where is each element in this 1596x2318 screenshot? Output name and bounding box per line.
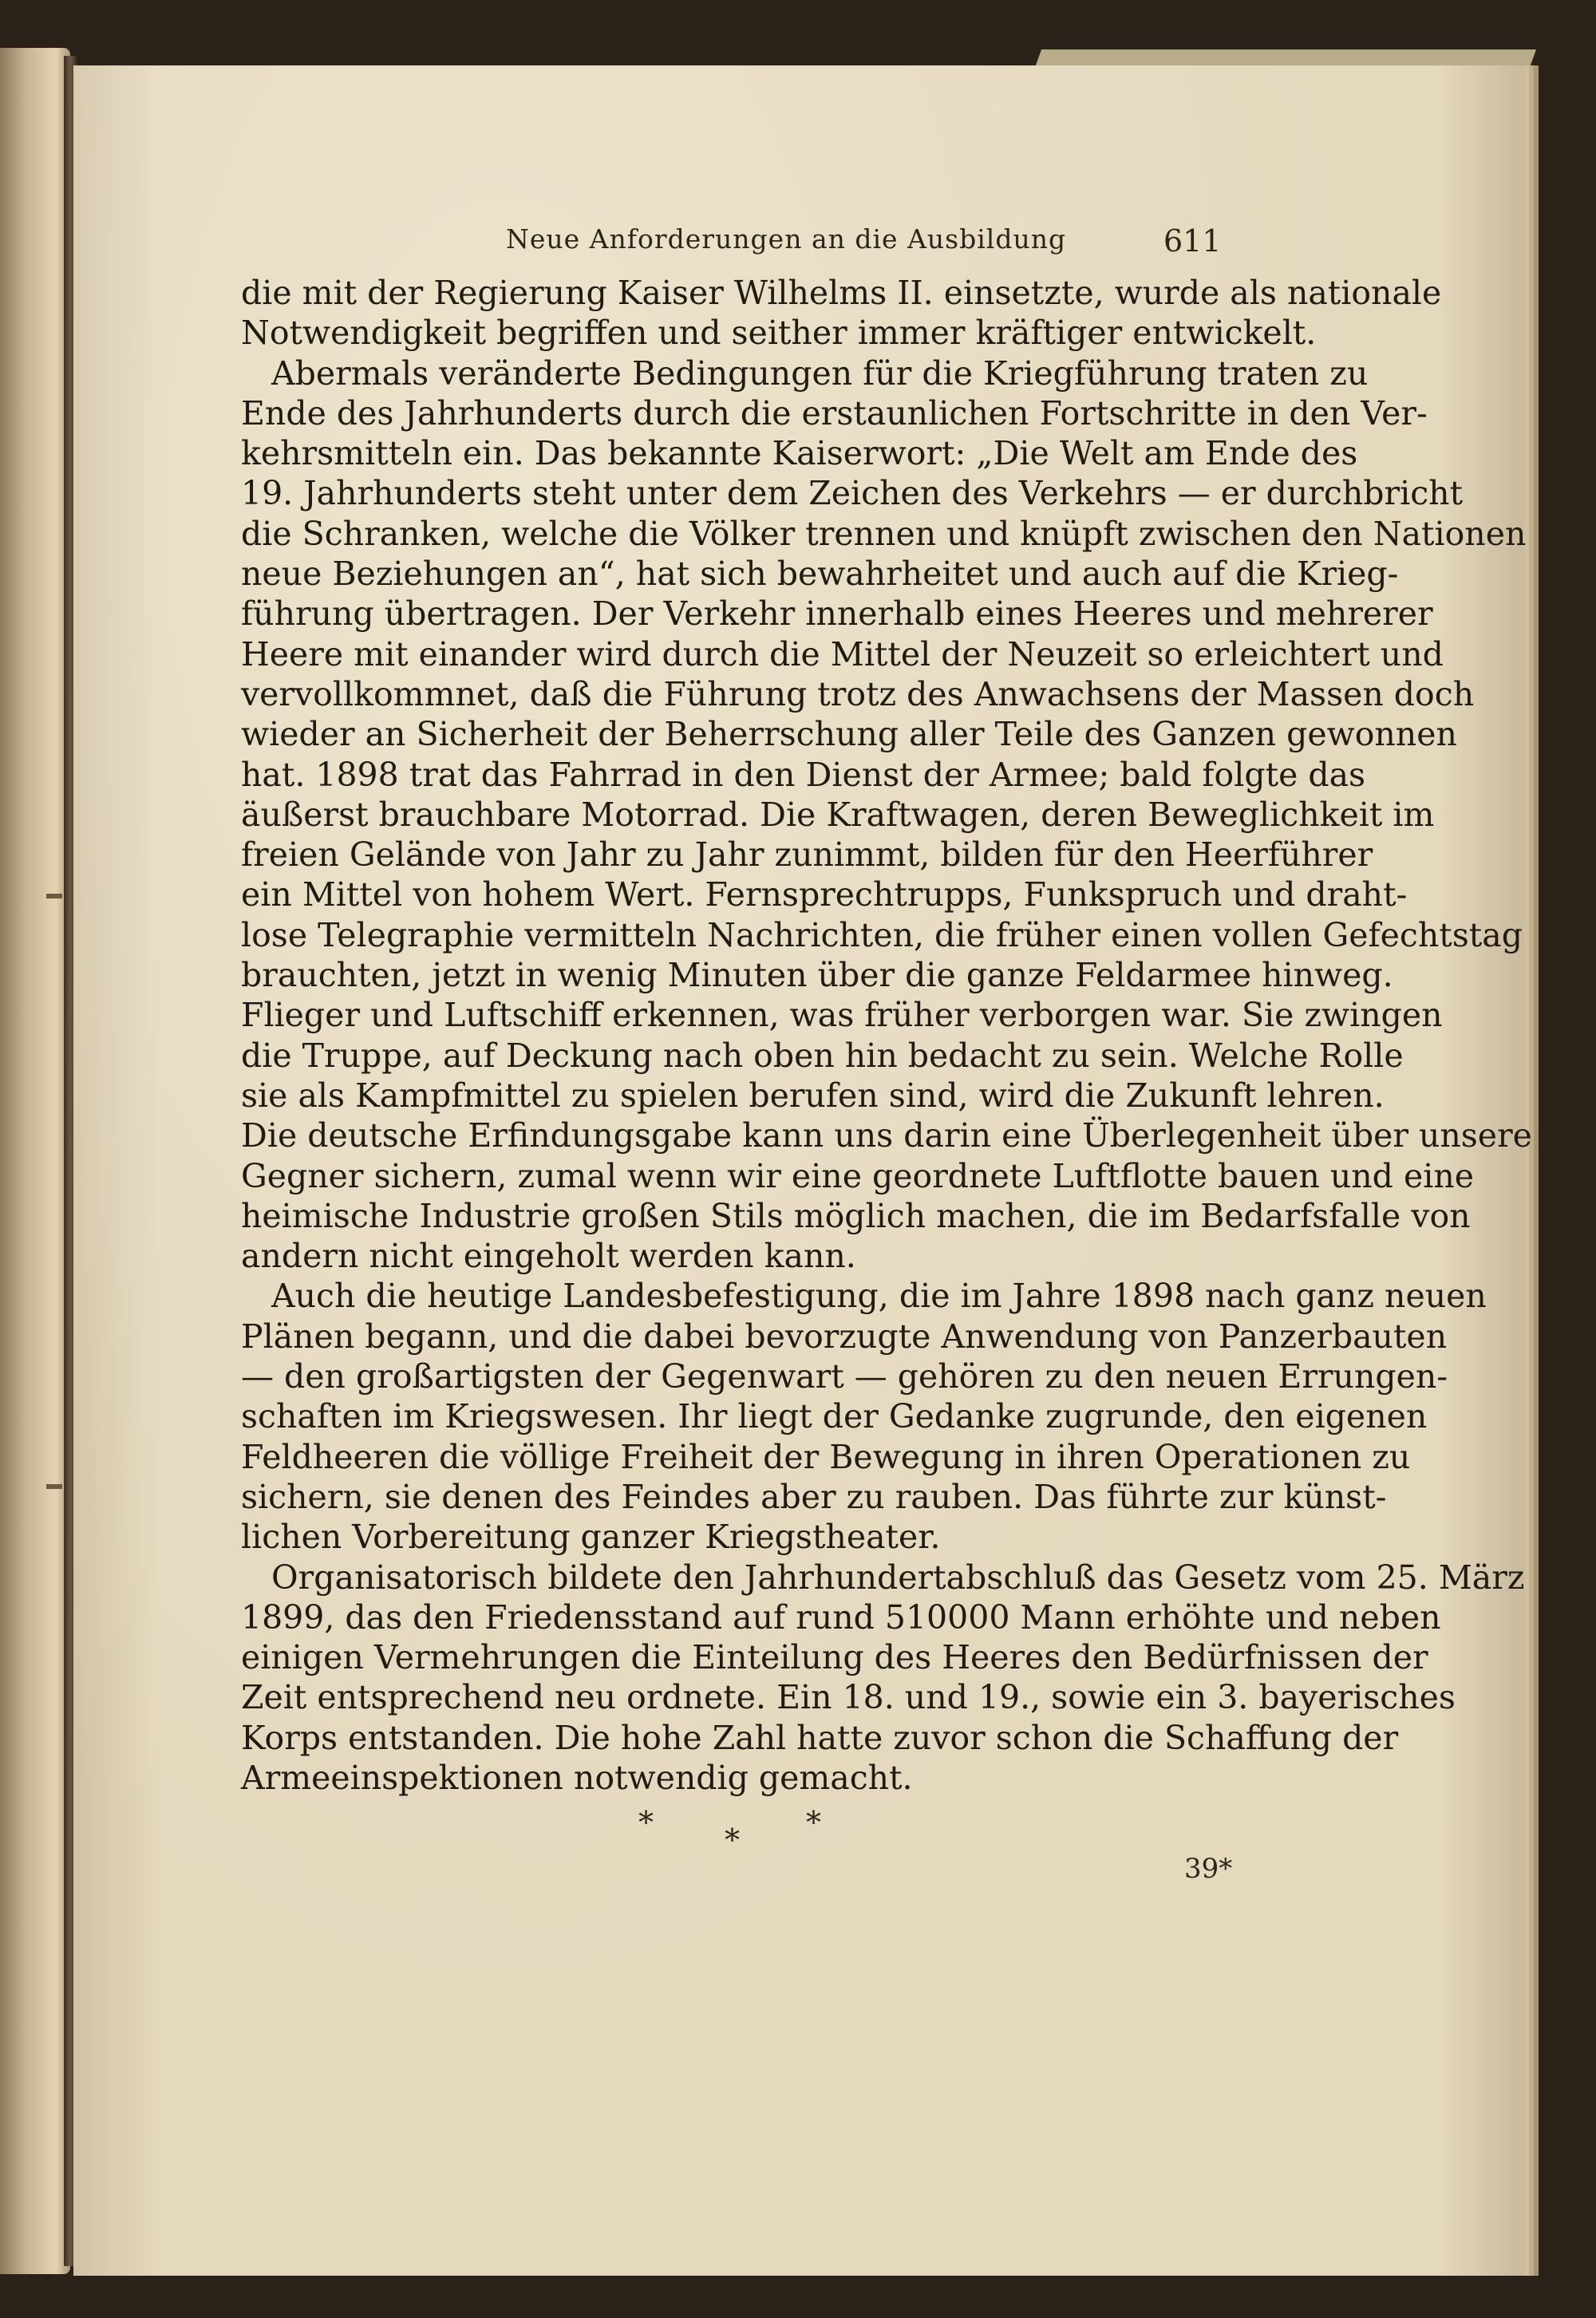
text-line: Heere mit einander wird durch die Mittel der Neuzeit so erleichtert und: [241, 634, 1444, 673]
text-line: Notwendigkeit begriffen und seither immer kräftiger entwickelt.: [241, 314, 1317, 353]
separator-star: *: [725, 1822, 740, 1858]
text-line: Feldheeren die völlige Freiheit der Bewegung in ihren Operationen zu: [241, 1437, 1411, 1476]
signature-mark: 39*: [1184, 1853, 1233, 1885]
separator-star: *: [638, 1805, 654, 1840]
text-line: vervollkommnet, daß die Führung trotz des Anwachsens der Massen doch: [241, 674, 1475, 713]
page-number: 611: [1163, 223, 1222, 259]
text-line: lose Telegraphie vermitteln Nachrichten, die früher einen vollen Gefechtstag: [241, 915, 1523, 954]
text-line: hat. 1898 trat das Fahrrad in den Dienst der Armee; bald folgte das: [241, 755, 1366, 794]
text-line: schaften im Kriegswesen. Ihr liegt der Gedanke zugrunde, den eigenen: [241, 1397, 1428, 1436]
text-line: die mit der Regierung Kaiser Wilhelms II. einsetzte, wurde als nationale: [241, 274, 1442, 312]
page-tick-mark: [46, 894, 62, 898]
text-line: Zeit entsprechend neu ordnete. Ein 18. und 19., sowie ein 3. bayerisches: [241, 1678, 1456, 1717]
text-line: äußerst brauchbare Motorrad. Die Kraftwagen, deren Beweglichkeit im: [241, 795, 1435, 834]
text-line: 19. Jahrhunderts steht unter dem Zeichen des Verkehrs — er durchbricht: [241, 474, 1464, 513]
text-line: die Truppe, auf Deckung nach oben hin bedacht zu sein. Welche Rolle: [241, 1036, 1404, 1075]
text-line: wieder an Sicherheit der Beherrschung aller Teile des Ganzen gewonnen: [241, 715, 1457, 754]
text-line: Gegner sichern, zumal wenn wir eine geordnete Luftflotte bauen und eine: [241, 1156, 1474, 1195]
text-line: andern nicht eingeholt werden kann.: [241, 1237, 856, 1276]
section-separator: [0, 1805, 1596, 1858]
text-line: freien Gelände von Jahr zu Jahr zunimmt, bilden für den Heerführer: [241, 835, 1373, 875]
text-line: Auch die heutige Landesbefestigung, die im Jahre 1898 nach ganz neuen: [271, 1277, 1487, 1316]
text-line: kehrsmitteln ein. Das bekannte Kaiserwort: „Die Welt am Ende des: [241, 434, 1358, 473]
text-line: einigen Vermehrungen die Einteilung des Heeres den Bedürfnissen der: [241, 1638, 1428, 1677]
running-header: Neue Anforderungen an die Ausbildung: [506, 223, 1067, 255]
text-line: Flieger und Luftschiff erkennen, was früher verborgen war. Sie zwingen: [241, 996, 1443, 1035]
text-line: ein Mittel von hohem Wert. Fernsprechtrupps, Funkspruch und draht-: [241, 875, 1408, 914]
text-line: sichern, sie denen des Feindes aber zu rauben. Das führte zur künst-: [241, 1477, 1387, 1516]
separator-star: *: [806, 1805, 821, 1840]
text-line: die Schranken, welche die Völker trennen und knüpft zwischen den Nationen: [241, 514, 1527, 553]
left-page-edge: [0, 48, 70, 2274]
text-line: Korps entstanden. Die hohe Zahl hatte zuvor schon die Schaffung der: [241, 1718, 1399, 1757]
text-line: lichen Vorbereitung ganzer Kriegstheater.: [241, 1518, 941, 1557]
body-text: [241, 273, 1532, 1798]
text-line: neue Beziehungen an“, hat sich bewahrheitet und auch auf die Krieg-: [241, 555, 1399, 594]
text-line: Ende des Jahrhunderts durch die erstaunlichen Fortschritte in den Ver-: [241, 393, 1428, 432]
text-line: sie als Kampfmittel zu spielen berufen sind, wird die Zukunft lehren.: [241, 1076, 1385, 1115]
text-line: Plänen begann, und die dabei bevorzugte Anwendung von Panzerbauten: [241, 1317, 1448, 1356]
text-line: 1899, das den Friedensstand auf rund 510000 Mann erhöhte und neben: [241, 1597, 1441, 1637]
text-line: führung übertragen. Der Verkehr innerhalb eines Heeres und mehrerer: [241, 594, 1433, 634]
text-line: Armeeinspektionen notwendig gemacht.: [241, 1758, 913, 1797]
text-line: brauchten, jetzt in wenig Minuten über die ganze Feldarmee hinweg.: [241, 956, 1393, 995]
text-line: Die deutsche Erfindungsgabe kann uns darin eine Überlegenheit über unsere: [241, 1116, 1532, 1155]
text-line: — den großartigsten der Gegenwart — gehören zu den neuen Errungen-: [241, 1357, 1448, 1396]
page-tick-mark: [46, 1484, 62, 1489]
text-line: Organisatorisch bildete den Jahrhundertabschluß das Gesetz vom 25. März: [271, 1558, 1525, 1597]
text-line: heimische Industrie großen Stils möglich machen, die im Bedarfsfalle von: [241, 1196, 1471, 1235]
text-line: Abermals veränderte Bedingungen für die Kriegführung traten zu: [271, 353, 1369, 393]
